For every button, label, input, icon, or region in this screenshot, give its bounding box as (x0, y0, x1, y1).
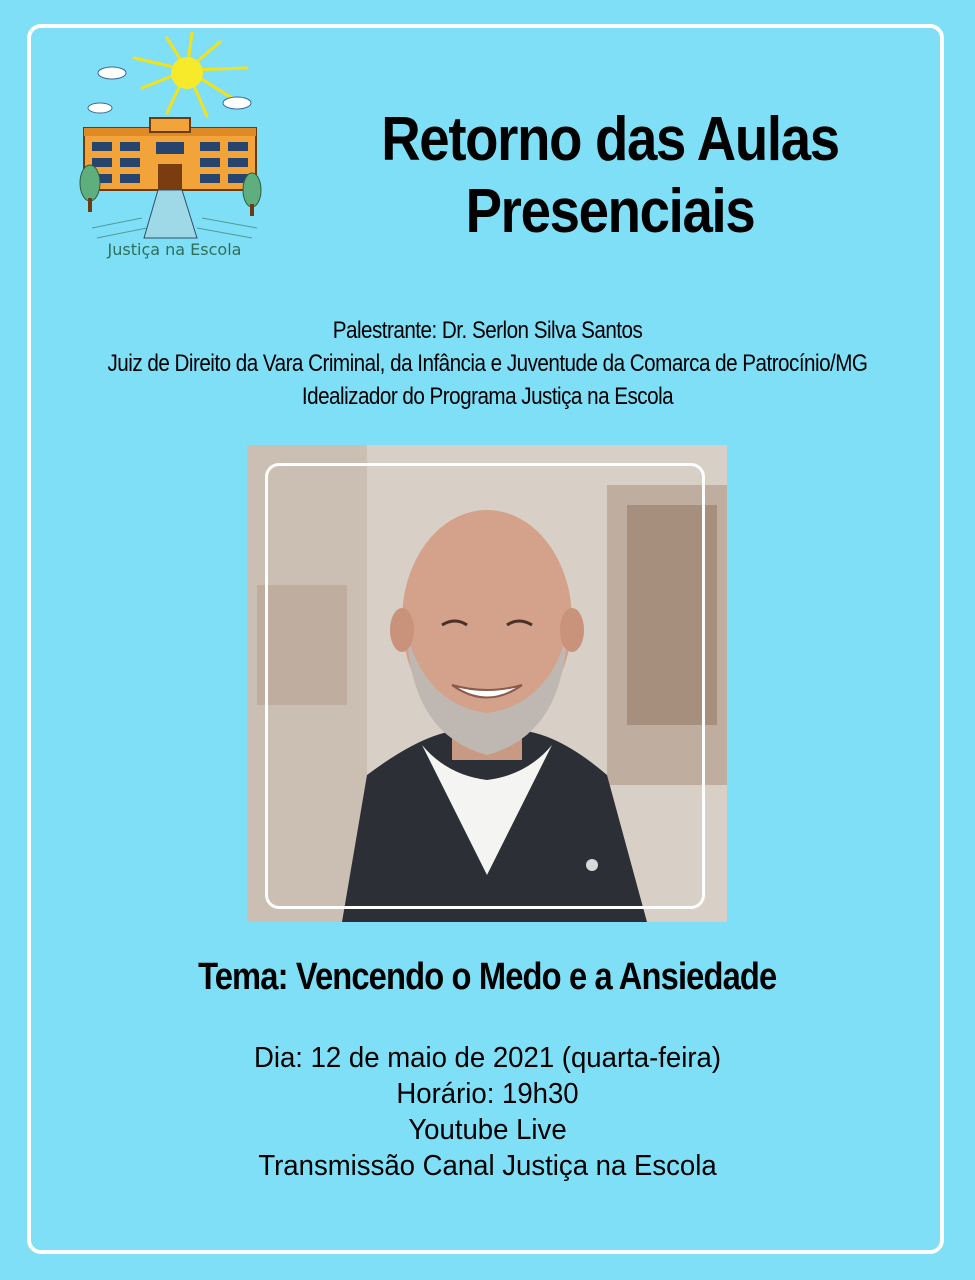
school-building-with-sun-icon (72, 28, 272, 273)
logo-text: Justiça na Escola (107, 240, 242, 259)
event-channel: Transmissão Canal Justiça na Escola (258, 1150, 717, 1182)
justica-na-escola-logo (72, 28, 272, 273)
event-platform: Youtube Live (408, 1114, 567, 1146)
title-line-1: Retorno das Aulas (381, 105, 839, 174)
photo-inner-border (265, 463, 705, 909)
speaker-info (0, 314, 975, 413)
event-time: Horário: 19h30 (396, 1078, 579, 1110)
speaker-photo (247, 445, 727, 922)
speaker-program: Idealizador do Programa Justiça na Escola (301, 383, 674, 410)
event-date: Dia: 12 de maio de 2021 (quarta-feira) (253, 1042, 722, 1074)
speaker-role: Juiz de Direito da Vara Criminal, da Infância e Juventude da Comarca de Patrocínio/MG (107, 350, 868, 377)
title-line-2: Presenciais (465, 177, 755, 246)
theme-text: Tema: Vencendo o Medo e a Ansiedade (198, 956, 777, 998)
event-theme (0, 952, 975, 1002)
event-details (0, 1040, 975, 1184)
event-title (320, 104, 901, 248)
speaker-name: Palestrante: Dr. Serlon Silva Santos (332, 317, 643, 344)
